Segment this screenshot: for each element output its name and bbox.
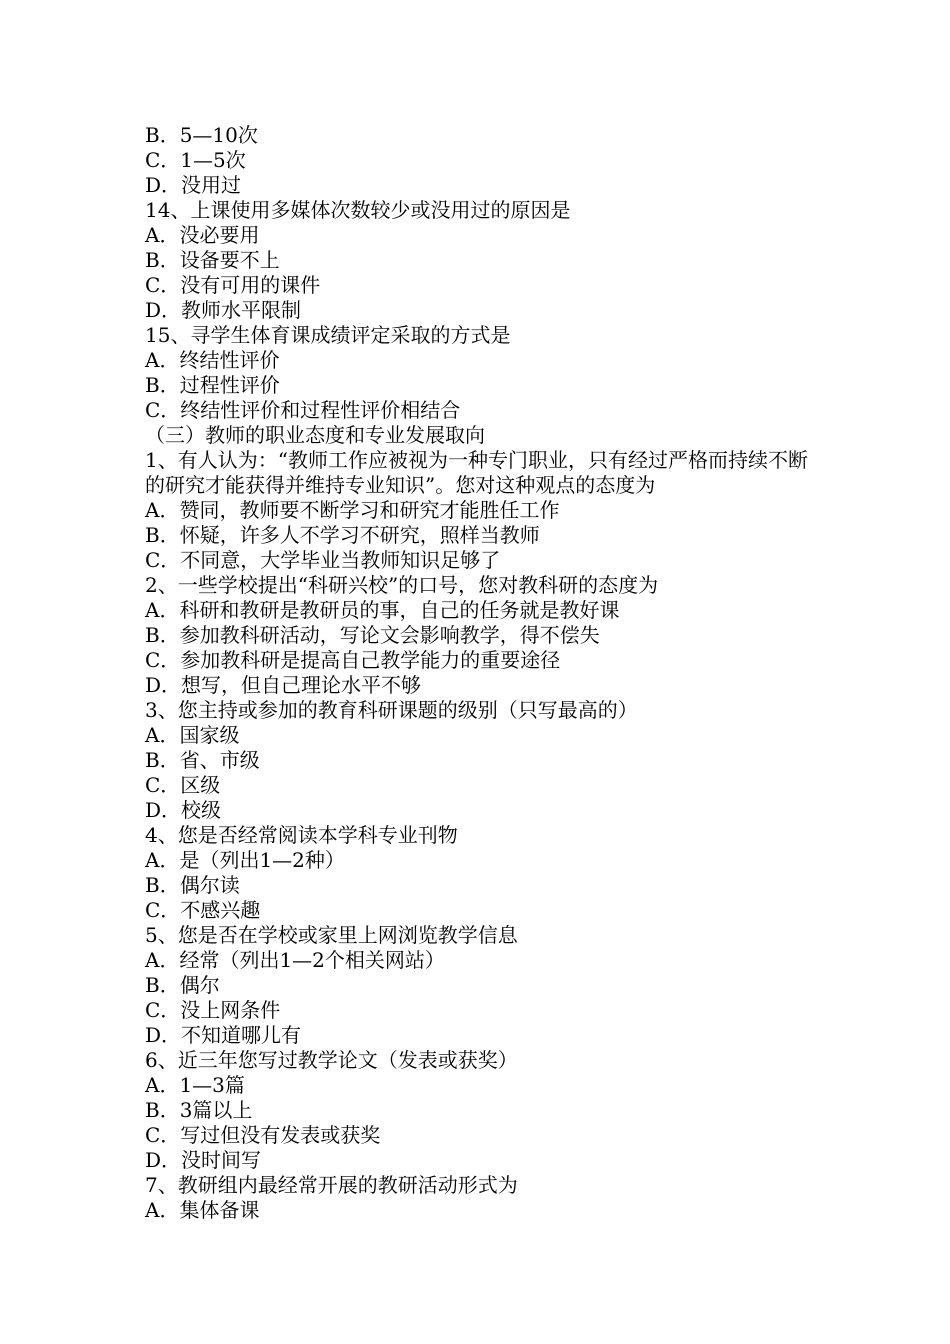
option-b: B．过程性评价 bbox=[145, 373, 280, 397]
option-a: A．国家级 bbox=[145, 723, 240, 747]
option-b: B．3篇以上 bbox=[145, 1098, 253, 1122]
option-d: D．不知道哪儿有 bbox=[145, 1023, 302, 1047]
option-a: A．科研和教研是教研员的事，自己的任务就是教好课 bbox=[145, 598, 620, 622]
option-c: C．参加教科研是提高自己教学能力的重要途径 bbox=[145, 648, 561, 672]
option-d: D．教师水平限制 bbox=[145, 298, 302, 322]
option-c: C．区级 bbox=[145, 773, 221, 797]
option-c: C．写过但没有发表或获奖 bbox=[145, 1123, 381, 1147]
option-c: C．终结性评价和过程性评价相结合 bbox=[145, 398, 461, 422]
option-b: B．省、市级 bbox=[145, 748, 260, 772]
option-b: B．参加教科研活动，写论文会影响教学，得不偿失 bbox=[145, 623, 600, 647]
question-15: 15、寻学生体育课成绩评定采取的方式是 bbox=[145, 323, 511, 347]
option-c: C．不同意，大学毕业当教师知识足够了 bbox=[145, 548, 501, 572]
option-c: C．1—5次 bbox=[145, 148, 246, 172]
option-d: D．没时间写 bbox=[145, 1148, 262, 1172]
option-a: A．集体备课 bbox=[145, 1198, 260, 1222]
option-d: D．校级 bbox=[145, 798, 222, 822]
question-2: 2、一些学校提出“科研兴校”的口号，您对教科研的态度为 bbox=[145, 573, 659, 597]
question-3: 3、您主持或参加的教育科研课题的级别（只写最高的） bbox=[145, 698, 638, 722]
option-a: A．经常（列出1—2个相关网站） bbox=[145, 948, 445, 972]
option-a: A．终结性评价 bbox=[145, 348, 280, 372]
question-1: 1、有人认为：“教师工作应被视为一种专门职业，只有经过严格而持续不断的研究才能获得并维持专业知识”。您对这种观点的态度为 bbox=[145, 448, 808, 497]
option-d: D．没用过 bbox=[145, 173, 242, 197]
option-c: C．不感兴趣 bbox=[145, 898, 261, 922]
question-7: 7、教研组内最经常开展的教研活动形式为 bbox=[145, 1173, 518, 1197]
option-c: C．没有可用的课件 bbox=[145, 273, 321, 297]
question-6: 6、近三年您写过教学论文（发表或获奖） bbox=[145, 1048, 518, 1072]
question-14: 14、上课使用多媒体次数较少或没用过的原因是 bbox=[145, 198, 571, 222]
option-b: B．5—10次 bbox=[145, 123, 258, 147]
option-a: A．赞同，教师要不断学习和研究才能胜任工作 bbox=[145, 498, 560, 522]
question-4: 4、您是否经常阅读本学科专业刊物 bbox=[145, 823, 458, 847]
option-a: A．是（列出1—2种） bbox=[145, 848, 345, 872]
option-d: D．想写，但自己理论水平不够 bbox=[145, 673, 422, 697]
question-5: 5、您是否在学校或家里上网浏览教学信息 bbox=[145, 923, 518, 947]
option-b: B．偶尔 bbox=[145, 973, 220, 997]
option-b: B．怀疑，许多人不学习不研究，照样当教师 bbox=[145, 523, 540, 547]
section-heading: （三）教师的职业态度和专业发展取向 bbox=[145, 423, 485, 447]
option-a: A．没必要用 bbox=[145, 223, 260, 247]
option-b: B．设备要不上 bbox=[145, 248, 280, 272]
option-a: A．1—3篇 bbox=[145, 1073, 245, 1097]
document-body bbox=[145, 123, 815, 1223]
option-b: B．偶尔读 bbox=[145, 873, 240, 897]
option-c: C．没上网条件 bbox=[145, 998, 281, 1022]
